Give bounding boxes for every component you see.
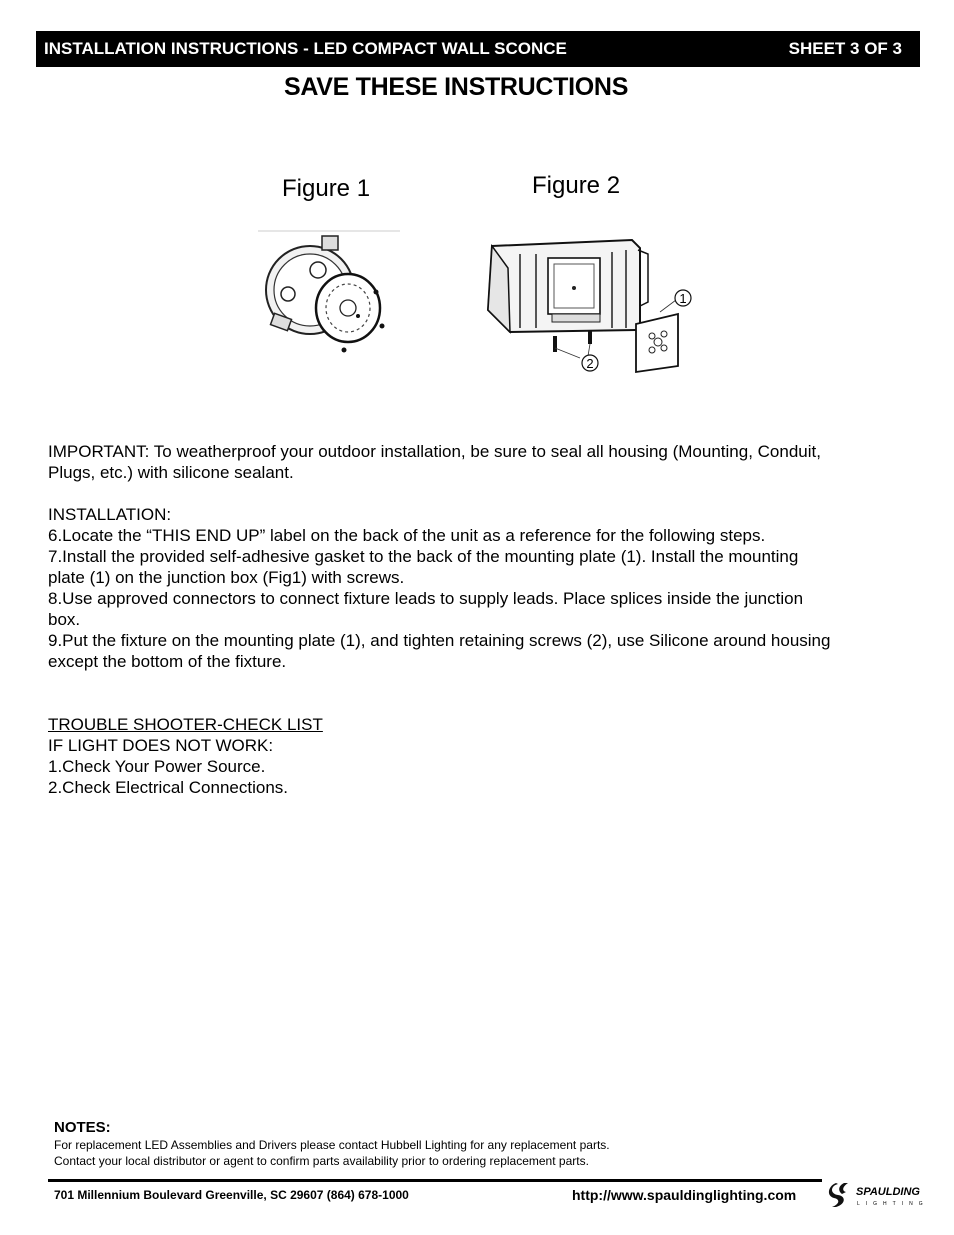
installation-line: box. bbox=[48, 610, 81, 629]
logo-text: SPAULDING bbox=[856, 1186, 920, 1198]
installation-line: 7.Install the provided self-adhesive gasket to the back of the mounting plate (1). Install the mounting bbox=[48, 547, 799, 566]
figure-1-label: Figure 1 bbox=[282, 175, 371, 202]
document-title: INSTALLATION INSTRUCTIONS - LED COMPACT WALL SCONCE bbox=[44, 39, 567, 58]
footer-address: 701 Millennium Boulevard Greenville, SC 29607 (864) 678-1000 bbox=[54, 1188, 409, 1202]
footer-url: http://www.spauldinglighting.com bbox=[572, 1187, 797, 1203]
important-line-2: Plugs, etc.) with silicone sealant. bbox=[48, 463, 294, 482]
logo-subtext: LIGHTING bbox=[857, 1201, 929, 1207]
figure-2-label: Figure 2 bbox=[532, 172, 621, 199]
fixture-mounting-illustration bbox=[480, 232, 698, 377]
spaulding-logo bbox=[828, 1180, 948, 1210]
installation-line: 8.Use approved connectors to connect fixture leads to supply leads. Place splices inside the junction bbox=[48, 589, 804, 608]
notes-section bbox=[54, 1119, 854, 1169]
installation-line: 6.Locate the “THIS END UP” label on the back of the unit as a reference for the following steps. bbox=[48, 526, 766, 545]
important-line-1: IMPORTANT: To weatherproof your outdoor installation, be sure to seal all housing (Mounting, Conduit, bbox=[48, 442, 821, 461]
save-instructions-title: SAVE THESE INSTRUCTIONS bbox=[284, 73, 629, 101]
callout-2: 2 bbox=[586, 356, 594, 371]
troubleshoot-item: 1.Check Your Power Source. bbox=[48, 757, 266, 776]
installation-line: 9.Put the fixture on the mounting plate (1), and tighten retaining screws (2), use Silicone around housing bbox=[48, 631, 831, 650]
junction-box-illustration bbox=[258, 230, 400, 362]
troubleshoot-item: 2.Check Electrical Connections. bbox=[48, 778, 289, 797]
installation-heading: INSTALLATION: bbox=[48, 505, 172, 524]
notes-line-1: For replacement LED Assemblies and Drivers please contact Hubbell Lighting for any replacement parts. bbox=[54, 1138, 610, 1152]
troubleshoot-subheading: IF LIGHT DOES NOT WORK: bbox=[48, 736, 274, 755]
installation-line: plate (1) on the junction box (Fig1) with screws. bbox=[48, 568, 405, 587]
header-bar bbox=[36, 31, 920, 67]
troubleshoot-heading: TROUBLE SHOOTER-CHECK LIST bbox=[48, 715, 323, 734]
notes-line-2: Contact your local distributor or agent to confirm parts availability prior to ordering replacement parts. bbox=[54, 1154, 589, 1168]
installation-line: except the bottom of the fixture. bbox=[48, 652, 287, 671]
instructions-body bbox=[48, 441, 928, 798]
sheet-number: SHEET 3 OF 3 bbox=[788, 39, 902, 58]
notes-heading: NOTES: bbox=[54, 1119, 111, 1136]
footer-divider bbox=[48, 1179, 822, 1182]
callout-1: 1 bbox=[679, 291, 687, 306]
